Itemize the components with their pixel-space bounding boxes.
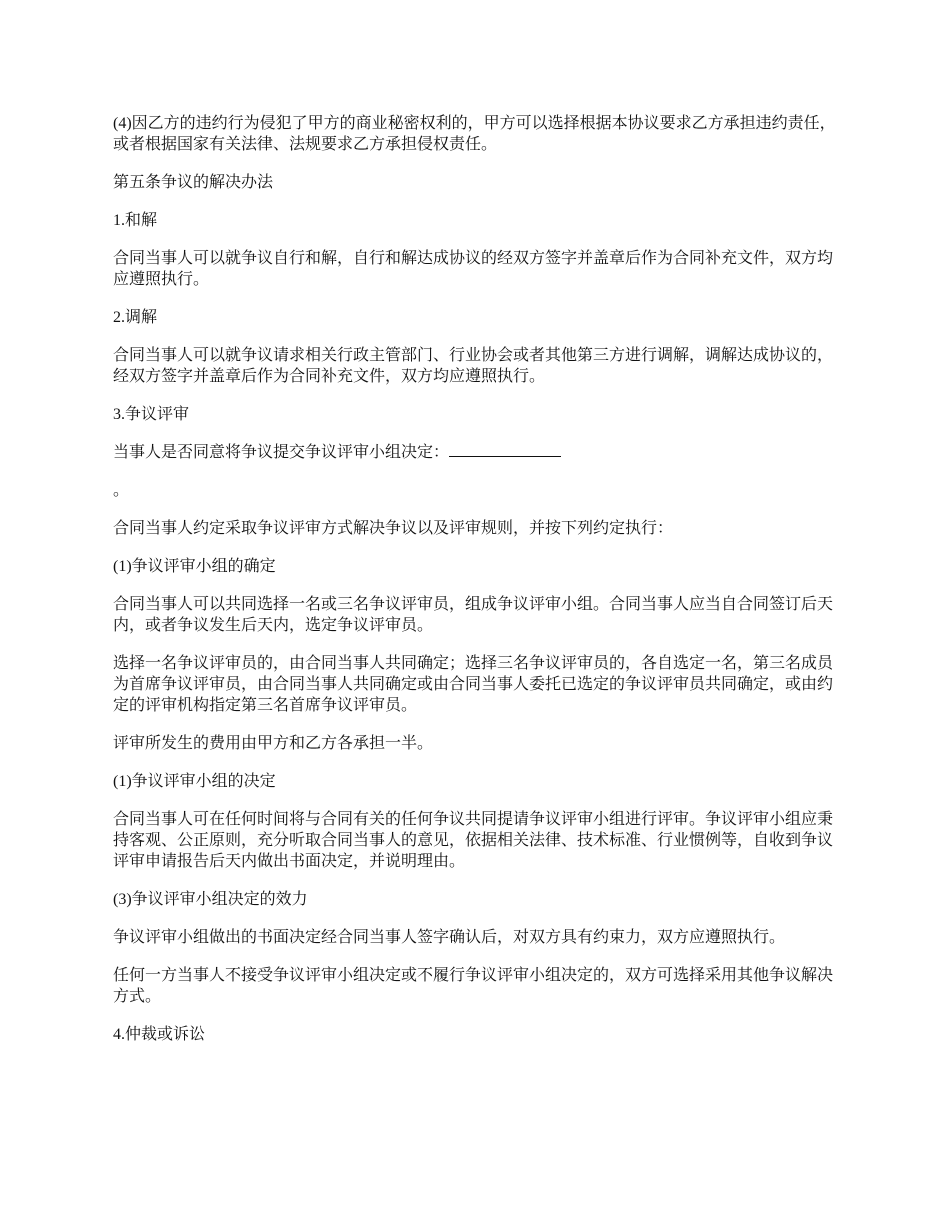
heading-panel-decision: (1)争议评审小组的决定 (113, 773, 276, 790)
consent-line (113, 442, 843, 463)
heading-dispute-review: 3.争议评审 (113, 406, 190, 423)
paragraph-panel-selection: 合同当事人可以共同选择一名或三名争议评审员，组成争议评审小组。合同当事人应当自合同签订后天内，或者争议发生后天内，选定争议评审员。 (113, 596, 834, 634)
consent-text: 当事人是否同意将争议提交争议评审小组决定： (113, 444, 450, 461)
heading-reconciliation: 1.和解 (113, 212, 158, 229)
heading-decision-effect: (3)争议评审小组决定的效力 (113, 891, 308, 908)
consent-blank (449, 442, 561, 457)
document-page (113, 113, 843, 1062)
paragraph-review-method: 合同当事人约定采取争议评审方式解决争议以及评审规则，并按下列约定执行： (113, 520, 674, 537)
paragraph-review-fees: 评审所发生的费用由甲方和乙方各承担一半。 (113, 735, 434, 752)
paragraph-panel-members: 选择一名争议评审员的，由合同当事人共同确定；选择三名争议评审员的，各自选定一名，第三名成员为首席争议评审员，由合同当事人共同确定或由合同当事人委托已选定的争议评审员共同确定，或由约定的评审机构指定第三名首席争议评审员。 (113, 655, 834, 714)
paragraph-reconciliation: 合同当事人可以就争议自行和解，自行和解达成协议的经双方签字并盖章后作为合同补充文件，双方均应遵照执行。 (113, 250, 834, 288)
period-line: 。 (113, 482, 130, 499)
paragraph-mediation: 合同当事人可以就争议请求相关行政主管部门、行业协会或者其他第三方进行调解，调解达成协议的，经双方签字并盖章后作为合同补充文件，双方均应遵照执行。 (113, 347, 834, 385)
paragraph-breach-liability: (4)因乙方的违约行为侵犯了甲方的商业秘密权利的，甲方可以选择根据本协议要求乙方承担违约责任，或者根据国家有关法律、法规要求乙方承担侵权责任。 (113, 115, 836, 153)
paragraph-alternative-resolution: 任何一方当事人不接受争议评审小组决定或不履行争议评审小组决定的，双方可选择采用其他争议解决方式。 (113, 967, 834, 1005)
heading-arbitration: 4.仲裁或诉讼 (113, 1026, 206, 1043)
paragraph-panel-decision: 合同当事人可在任何时间将与合同有关的任何争议共同提请争议评审小组进行评审。争议评审小组应秉持客观、公正原则，充分听取合同当事人的意见，依据相关法律、技术标准、行业惯例等，自收到争议评审申请报告后天内做出书面决定，并说明理由。 (113, 811, 834, 870)
heading-article-five: 第五条争议的解决办法 (113, 174, 274, 191)
paragraph-decision-binding: 争议评审小组做出的书面决定经合同当事人签字确认后，对双方具有约束力，双方应遵照执行。 (113, 929, 786, 946)
heading-panel-formation: (1)争议评审小组的确定 (113, 558, 276, 575)
heading-mediation: 2.调解 (113, 309, 158, 326)
